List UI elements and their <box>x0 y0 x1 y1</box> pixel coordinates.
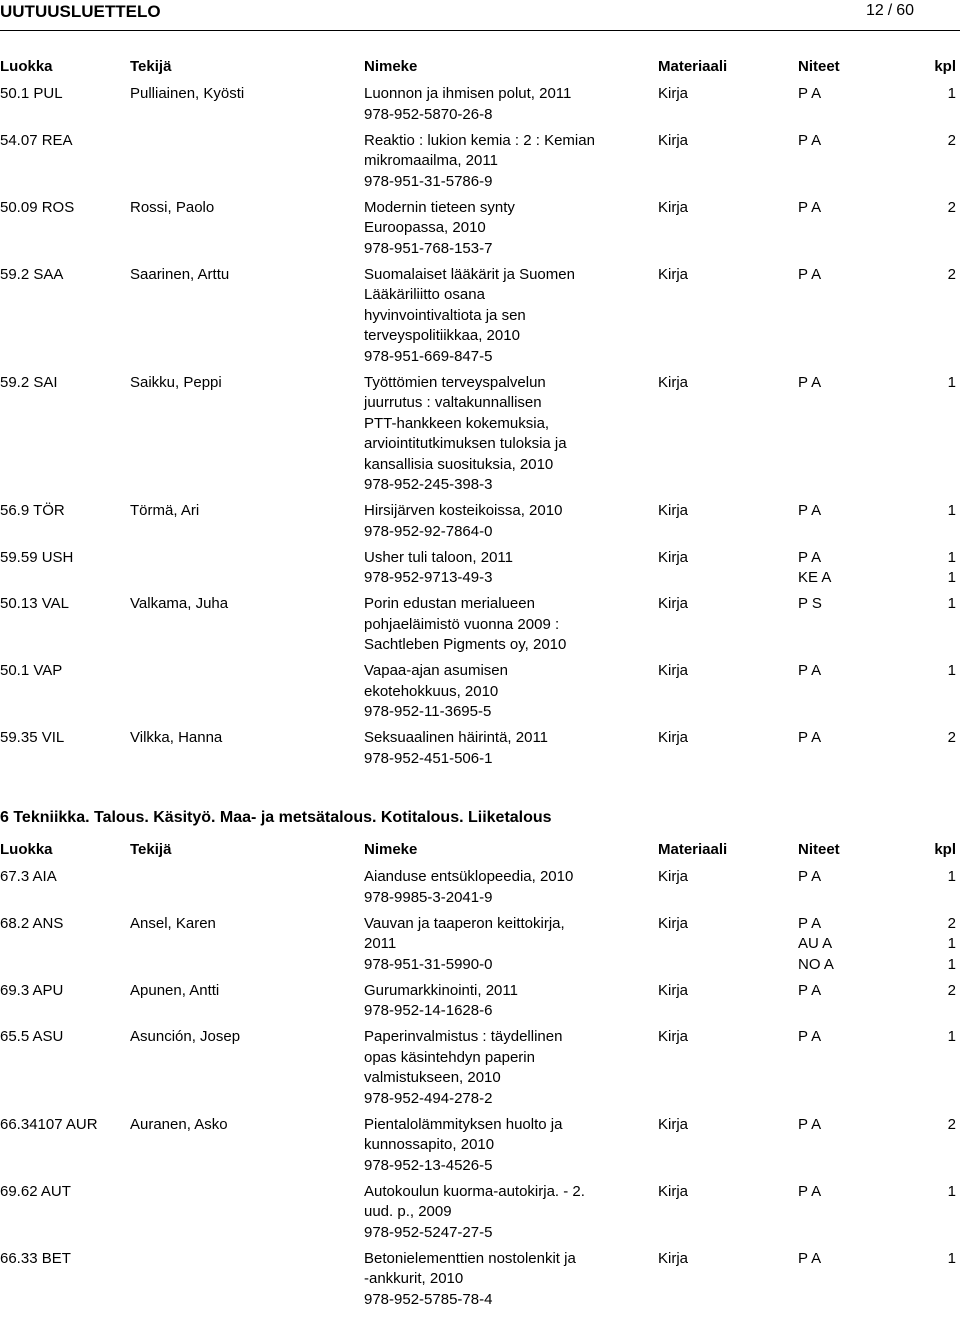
notes-line: AU A <box>798 935 833 952</box>
quantity <box>948 867 956 888</box>
catalog-entry <box>0 84 960 131</box>
item-title <box>364 265 654 368</box>
notes-line: P A <box>798 1249 822 1267</box>
notes-line: P A <box>798 1115 822 1133</box>
notes <box>798 914 834 976</box>
material: Kirja <box>658 914 689 932</box>
title-line: Euroopassa, 2010 <box>364 219 486 236</box>
class-code: 50.09 ROS <box>0 198 75 216</box>
title-line: Lääkäriliitto osana <box>364 286 485 303</box>
quantity-line: 1 <box>947 548 956 566</box>
notes <box>798 1027 821 1048</box>
title-line: 978-951-31-5786-9 <box>364 172 493 190</box>
author: Valkama, Juha <box>130 595 229 612</box>
title-line: 978-952-494-278-2 <box>364 1089 493 1107</box>
catalog-entry <box>0 1182 960 1249</box>
title-line: 978-952-92-7864-0 <box>364 522 493 540</box>
title-line: Seksuaalinen häirintä, 2011 <box>364 729 549 746</box>
catalog-entry <box>0 728 960 775</box>
column-header-qty: kpl <box>934 58 956 75</box>
notes <box>798 373 821 394</box>
notes-line: P A <box>798 502 822 519</box>
title-line: 978-952-245-398-3 <box>364 476 493 493</box>
header-rule <box>0 30 960 31</box>
title-line: Autokoulun kuorma-autokirja. - 2. <box>364 1182 585 1200</box>
title-line: Gurumarkkinointi, 2011 <box>364 981 518 999</box>
item-title <box>364 594 654 656</box>
class-code: 69.62 AUT <box>0 1182 71 1200</box>
material: Kirja <box>658 662 689 679</box>
title-line: kunnossapito, 2010 <box>364 1136 495 1153</box>
author: Ansel, Karen <box>130 914 216 932</box>
notes-line: P A <box>798 265 822 283</box>
title-line: 978-952-9713-49-3 <box>364 569 493 586</box>
item-title <box>364 84 654 125</box>
catalog-entry <box>0 501 960 548</box>
catalog-entry <box>0 661 960 728</box>
quantity <box>948 548 956 589</box>
quantity-line: 2 <box>947 265 956 283</box>
quantity <box>948 131 956 152</box>
notes <box>798 1115 821 1136</box>
quantity-line: 1 <box>947 595 956 612</box>
notes-line: NO A <box>798 955 834 973</box>
title-line: -ankkurit, 2010 <box>364 1270 464 1287</box>
catalog-entry <box>0 1115 960 1182</box>
title-line: hyvinvointivaltiota ja sen <box>364 306 526 324</box>
material: Kirja <box>658 1249 689 1267</box>
catalog-entry <box>0 548 960 595</box>
document-title: UUTUUSLUETTELO <box>0 2 161 21</box>
notes-line: P A <box>798 868 822 885</box>
item-title <box>364 1027 654 1109</box>
quantity <box>948 594 956 615</box>
title-line: Työttömien terveyspalvelun <box>364 373 546 391</box>
title-line: PTT-hankkeen kokemuksia, <box>364 414 550 432</box>
column-header-material: Materiaali <box>658 58 728 75</box>
notes-line: P A <box>798 548 822 566</box>
catalog-entry <box>0 867 960 914</box>
quantity-line: 1 <box>947 662 956 679</box>
title-line: 978-951-31-5990-0 <box>364 955 493 973</box>
notes <box>798 84 821 105</box>
title-line: Vapaa-ajan asumisen <box>364 662 508 679</box>
notes <box>798 728 821 749</box>
author: Rossi, Paolo <box>130 198 215 216</box>
column-header-row <box>0 833 960 867</box>
item-title <box>364 661 654 723</box>
quantity-line: 2 <box>947 198 956 216</box>
quantity <box>948 1182 956 1203</box>
quantity-line: 1 <box>947 1249 956 1267</box>
material: Kirja <box>658 131 689 149</box>
column-header-class: Luokka <box>0 841 53 858</box>
page-separator: / <box>887 2 893 19</box>
class-code: 59.59 USH <box>0 548 74 566</box>
material: Kirja <box>658 265 689 283</box>
quantity <box>948 1027 956 1048</box>
catalog-entry <box>0 914 960 981</box>
material: Kirja <box>658 1028 689 1045</box>
material: Kirja <box>658 1115 689 1133</box>
quantity <box>948 1249 956 1270</box>
author: Asunción, Josep <box>130 1028 241 1045</box>
notes-line: P A <box>798 1182 822 1200</box>
class-code: 50.13 VAL <box>0 595 69 612</box>
class-code: 65.5 ASU <box>0 1028 64 1045</box>
material: Kirja <box>658 85 689 102</box>
class-code: 59.35 VIL <box>0 729 65 746</box>
class-code: 66.33 BET <box>0 1249 71 1267</box>
quantity <box>948 728 956 749</box>
title-line: 978-951-669-847-5 <box>364 347 493 365</box>
item-title <box>364 1115 654 1177</box>
author: Apunen, Antti <box>130 981 220 999</box>
notes <box>798 594 822 615</box>
column-header-title: Nimeke <box>364 58 418 75</box>
title-line: 978-952-451-506-1 <box>364 749 493 767</box>
quantity <box>948 84 956 105</box>
title-line: Reaktio : lukion kemia : 2 : Kemian <box>364 131 595 149</box>
quantity <box>948 373 956 394</box>
author: Pulliainen, Kyösti <box>130 85 245 102</box>
page-header <box>0 0 960 30</box>
title-line: kansallisia suosituksia, 2010 <box>364 455 554 473</box>
quantity <box>948 501 956 522</box>
title-line: 978-952-14-1628-6 <box>364 1002 493 1019</box>
item-title <box>364 914 654 976</box>
class-code: 50.1 PUL <box>0 85 63 102</box>
notes <box>798 661 821 682</box>
title-line: ekotehokkuus, 2010 <box>364 682 499 700</box>
notes-line: P S <box>798 595 822 612</box>
notes <box>798 1249 821 1270</box>
catalog-entry <box>0 981 960 1028</box>
title-line: 978-951-768-153-7 <box>364 239 493 257</box>
quantity <box>948 661 956 682</box>
quantity-line: 2 <box>947 729 956 746</box>
catalog-entry <box>0 1027 960 1115</box>
quantity-line: 2 <box>947 914 956 932</box>
material: Kirja <box>658 198 689 216</box>
title-line: Modernin tieteen synty <box>364 198 515 216</box>
page-total: 60 <box>896 2 914 19</box>
title-line: arviointitutkimuksen tuloksia ja <box>364 435 567 452</box>
class-code: 69.3 APU <box>0 981 64 999</box>
title-line: Aianduse entsüklopeedia, 2010 <box>364 868 574 885</box>
quantity <box>948 981 956 1002</box>
page-counter <box>866 2 914 20</box>
notes <box>798 501 821 522</box>
notes-line: KE A <box>798 569 832 586</box>
material: Kirja <box>658 502 689 519</box>
notes <box>798 198 821 219</box>
quantity-line: 1 <box>947 1182 956 1200</box>
quantity-line: 1 <box>947 868 956 885</box>
item-title <box>364 548 654 589</box>
author: Saikku, Peppi <box>130 373 222 391</box>
quantity-line: 1 <box>947 373 956 391</box>
title-line: Porin edustan merialueen <box>364 595 535 612</box>
section-1 <box>0 58 960 775</box>
quantity-line: 1 <box>947 1028 956 1045</box>
notes <box>798 131 821 152</box>
material: Kirja <box>658 1182 689 1200</box>
catalog-entry <box>0 594 960 661</box>
quantity-line: 2 <box>947 981 956 999</box>
section-2 <box>0 803 960 1316</box>
class-code: 67.3 AIA <box>0 868 57 885</box>
notes <box>798 867 821 888</box>
author: Vilkka, Hanna <box>130 729 223 746</box>
item-title <box>364 1249 654 1311</box>
class-code: 54.07 REA <box>0 131 73 149</box>
material: Kirja <box>658 595 689 612</box>
author: Törmä, Ari <box>130 502 200 519</box>
class-code: 56.9 TÖR <box>0 502 65 519</box>
title-line: Sachtleben Pigments oy, 2010 <box>364 636 567 653</box>
material: Kirja <box>658 981 689 999</box>
title-line: Hirsijärven kosteikoissa, 2010 <box>364 502 563 519</box>
quantity-line: 2 <box>947 1115 956 1133</box>
quantity-line: 1 <box>947 85 956 102</box>
notes-line: P A <box>798 914 822 932</box>
column-header-notes: Niteet <box>798 58 840 75</box>
item-title <box>364 867 654 908</box>
column-header-row <box>0 50 960 84</box>
catalog-list <box>0 867 960 1316</box>
material: Kirja <box>658 729 689 746</box>
title-line: pohjaeläimistö vuonna 2009 : <box>364 615 560 633</box>
notes-line: P A <box>798 131 822 149</box>
class-code: 59.2 SAI <box>0 373 58 391</box>
notes <box>798 1182 821 1203</box>
column-header-author: Tekijä <box>130 841 172 858</box>
title-line: 978-952-13-4526-5 <box>364 1156 493 1174</box>
section-title: 6 Tekniikka. Talous. Käsityö. Maa- ja metsätalous. Kotitalous. Liiketalous <box>0 809 552 826</box>
item-title <box>364 131 654 193</box>
catalog-list <box>0 84 960 775</box>
author: Saarinen, Arttu <box>130 265 230 283</box>
page-number: 12 <box>865 2 884 19</box>
notes-line: P A <box>798 981 822 999</box>
title-line: 978-952-5785-78-4 <box>364 1290 493 1308</box>
author: Auranen, Asko <box>130 1115 228 1133</box>
title-line: uud. p., 2009 <box>364 1203 452 1220</box>
title-line: Pientalolämmityksen huolto ja <box>364 1115 563 1133</box>
title-line: Suomalaiset lääkärit ja Suomen <box>364 265 575 283</box>
column-header-author: Tekijä <box>130 58 172 75</box>
title-line: Paperinvalmistus : täydellinen <box>364 1028 563 1045</box>
material: Kirja <box>658 868 689 885</box>
title-line: opas käsintehdyn paperin <box>364 1048 535 1066</box>
notes-line: P A <box>798 1028 822 1045</box>
catalog-entry <box>0 373 960 502</box>
title-line: 978-952-5247-27-5 <box>364 1223 493 1241</box>
title-line: 978-952-11-3695-5 <box>364 703 492 720</box>
title-line: valmistukseen, 2010 <box>364 1069 501 1086</box>
quantity <box>948 198 956 219</box>
item-title <box>364 1182 654 1244</box>
column-header-material: Materiaali <box>658 841 728 858</box>
title-line: 978-9985-3-2041-9 <box>364 888 493 906</box>
notes <box>798 265 821 286</box>
item-title <box>364 373 654 496</box>
item-title <box>364 198 654 260</box>
title-line: Luonnon ja ihmisen polut, 2011 <box>364 85 572 102</box>
notes-line: P A <box>798 373 822 391</box>
column-header-qty: kpl <box>934 841 956 858</box>
notes-line: P A <box>798 729 822 746</box>
notes-line: P A <box>798 662 822 679</box>
material: Kirja <box>658 548 689 566</box>
class-code: 68.2 ANS <box>0 914 64 932</box>
column-header-class: Luokka <box>0 58 53 75</box>
column-header-notes: Niteet <box>798 841 840 858</box>
catalog-entry <box>0 1249 960 1316</box>
notes-line: P A <box>798 85 822 102</box>
item-title <box>364 501 654 542</box>
title-line: terveyspolitiikkaa, 2010 <box>364 327 520 344</box>
item-title <box>364 981 654 1022</box>
material: Kirja <box>658 373 689 391</box>
quantity <box>948 265 956 286</box>
catalog-entry <box>0 265 960 373</box>
catalog-entry <box>0 131 960 198</box>
class-code: 59.2 SAA <box>0 265 64 283</box>
catalog-entry <box>0 198 960 265</box>
column-header-title: Nimeke <box>364 841 418 858</box>
class-code: 66.34107 AUR <box>0 1115 98 1133</box>
title-line: Usher tuli taloon, 2011 <box>364 548 513 566</box>
quantity <box>948 1115 956 1136</box>
title-line: 2011 <box>364 935 397 952</box>
title-line: Betonielementtien nostolenkit ja <box>364 1249 576 1267</box>
quantity-line: 1 <box>947 569 956 586</box>
notes <box>798 981 821 1002</box>
class-code: 50.1 VAP <box>0 662 63 679</box>
notes <box>798 548 831 589</box>
item-title <box>364 728 654 769</box>
quantity-line: 2 <box>947 131 956 149</box>
quantity-line: 1 <box>947 502 956 519</box>
title-line: juurrutus : valtakunnallisen <box>364 394 542 411</box>
notes-line: P A <box>798 198 822 216</box>
title-line: 978-952-5870-26-8 <box>364 105 493 123</box>
quantity-line: 1 <box>947 935 956 952</box>
quantity <box>948 914 956 976</box>
title-line: Vauvan ja taaperon keittokirja, <box>364 914 565 932</box>
title-line: mikromaailma, 2011 <box>364 152 498 169</box>
quantity-line: 1 <box>947 955 956 973</box>
